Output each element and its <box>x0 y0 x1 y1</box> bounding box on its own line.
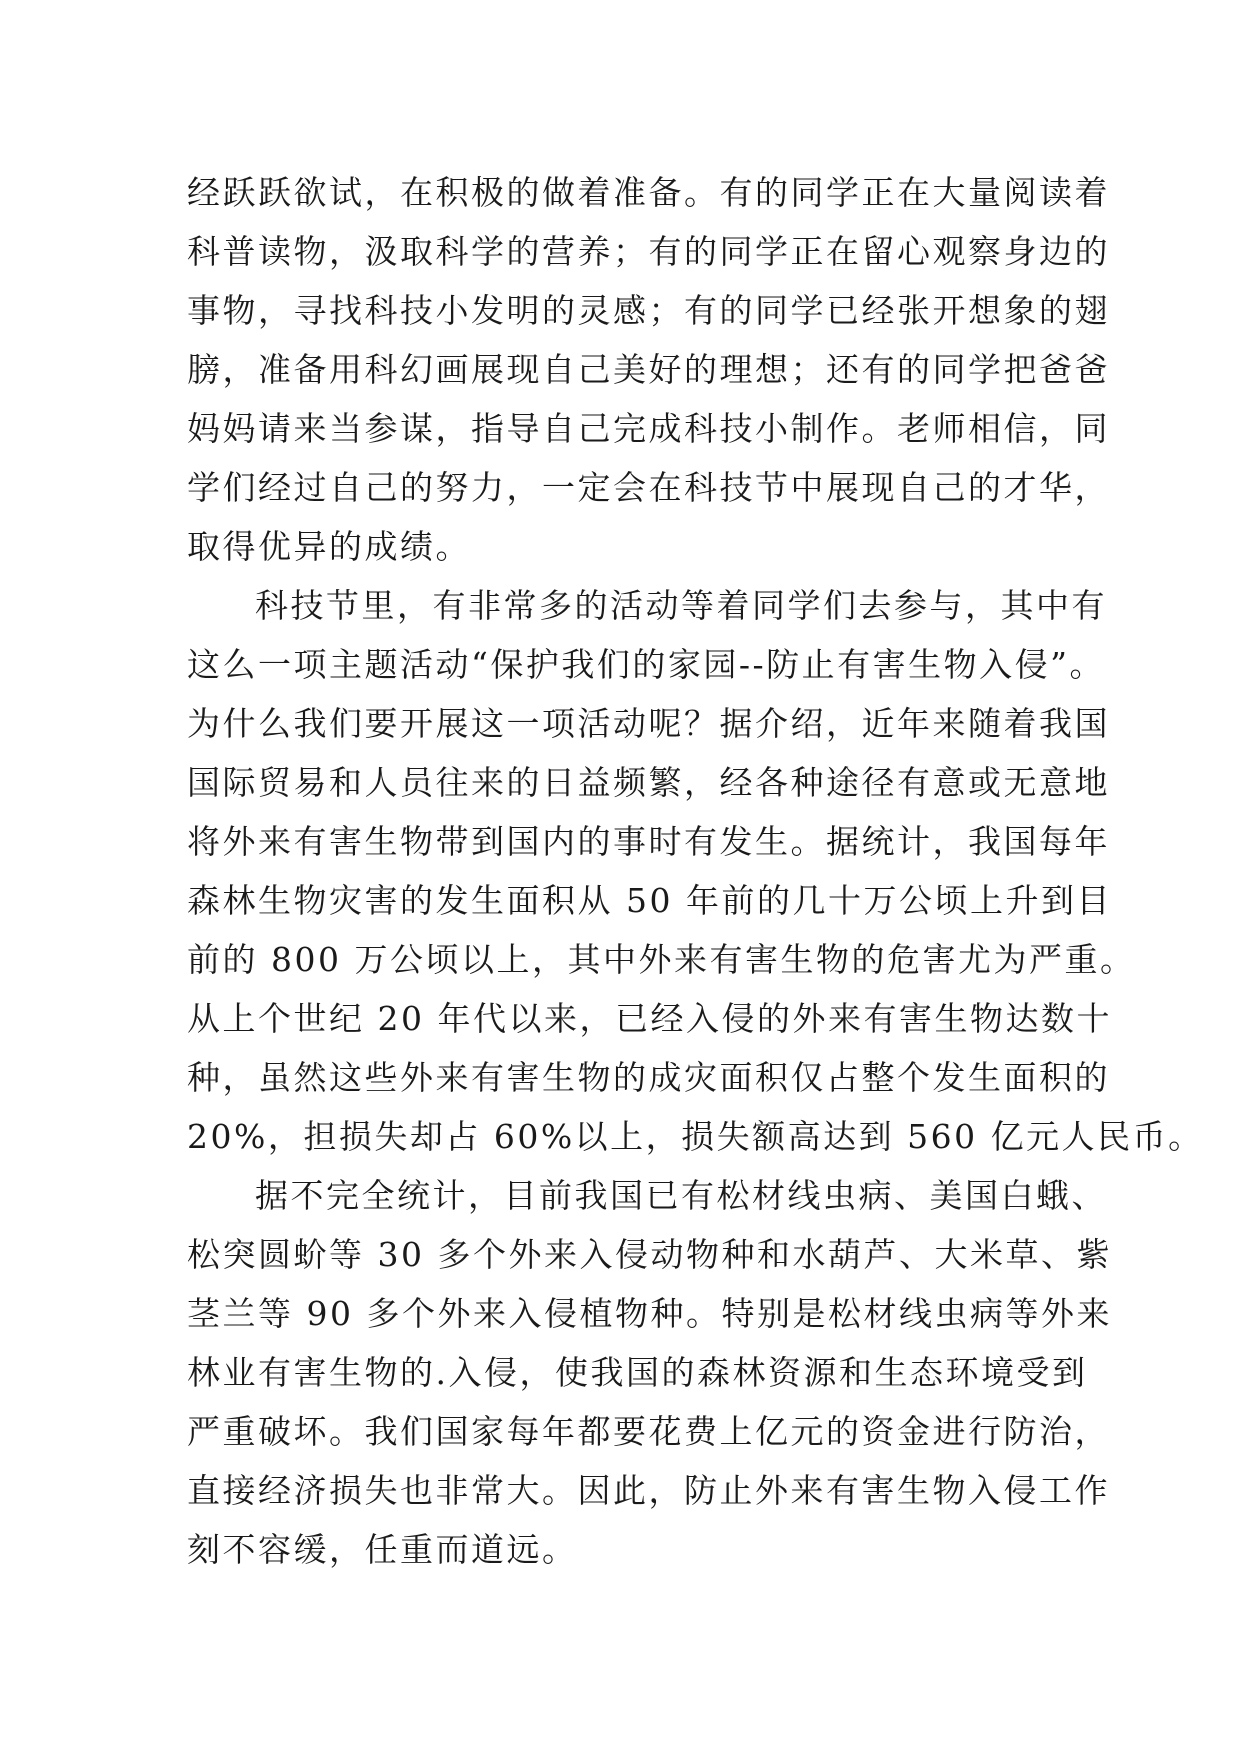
text-line: 学们经过自己的努力，一定会在科技节中展现自己的才华， <box>187 468 1110 507</box>
text-line: 前的 800 万公顷以上，其中外来有害生物的危害尤为严重。 <box>187 940 1136 979</box>
text-line: 严重破坏。我们国家每年都要花费上亿元的资金进行防治， <box>187 1412 1110 1451</box>
text-line: 将外来有害生物带到国内的事时有发生。据统计，我国每年 <box>187 822 1110 861</box>
text-line: 松突圆蚧等 30 多个外来入侵动物种和水葫芦、大米草、紫 <box>187 1235 1112 1274</box>
text-line: 事物，寻找科技小发明的灵感；有的同学已经张开想象的翅 <box>187 291 1110 330</box>
text-line: 妈妈请来当参谋，指导自己完成科技小制作。老师相信，同 <box>187 409 1110 448</box>
text-line: 科普读物，汲取科学的营养；有的同学正在留心观察身边的 <box>187 232 1110 271</box>
text-line: 膀，准备用科幻画展现自己美好的理想；还有的同学把爸爸 <box>187 350 1110 389</box>
text-line: 直接经济损失也非常大。因此，防止外来有害生物入侵工作 <box>187 1471 1110 1510</box>
text-line: 森林生物灾害的发生面积从 50 年前的几十万公顷上升到目 <box>187 881 1112 920</box>
paragraph-1 <box>187 163 1110 576</box>
text-line: 刻不容缓，任重而道远。 <box>187 1530 578 1569</box>
text-line: 种，虽然这些外来有害生物的成灾面积仅占整个发生面积的 <box>187 1058 1110 1097</box>
text-line: 这么一项主题活动“保护我们的家园--防止有害生物入侵”。 <box>187 645 1106 684</box>
text-line: 林业有害生物的.入侵，使我国的森林资源和生态环境受到 <box>187 1353 1088 1392</box>
text-line-indented: 科技节里，有非常多的活动等着同学们去参与，其中有 <box>255 586 1107 625</box>
text-line: 经跃跃欲试，在积极的做着准备。有的同学正在大量阅读着 <box>187 173 1110 212</box>
text-line: 20%，担损失却占 60%以上，损失额高达到 560 亿元人民币。 <box>187 1117 1204 1156</box>
text-line: 为什么我们要开展这一项活动呢？据介绍，近年来随着我国 <box>187 704 1110 743</box>
document-body <box>187 163 1204 1579</box>
text-line: 取得优异的成绩。 <box>187 527 471 566</box>
paragraph-3 <box>187 1166 1112 1579</box>
text-line: 茎兰等 90 多个外来入侵植物种。特别是松材线虫病等外来 <box>187 1294 1112 1333</box>
text-line-indented: 据不完全统计，目前我国已有松材线虫病、美国白蛾、 <box>255 1176 1107 1215</box>
paragraph-2 <box>187 576 1204 1166</box>
text-line: 从上个世纪 20 年代以来，已经入侵的外来有害生物达数十 <box>187 999 1112 1038</box>
text-line: 国际贸易和人员往来的日益频繁，经各种途径有意或无意地 <box>187 763 1110 802</box>
